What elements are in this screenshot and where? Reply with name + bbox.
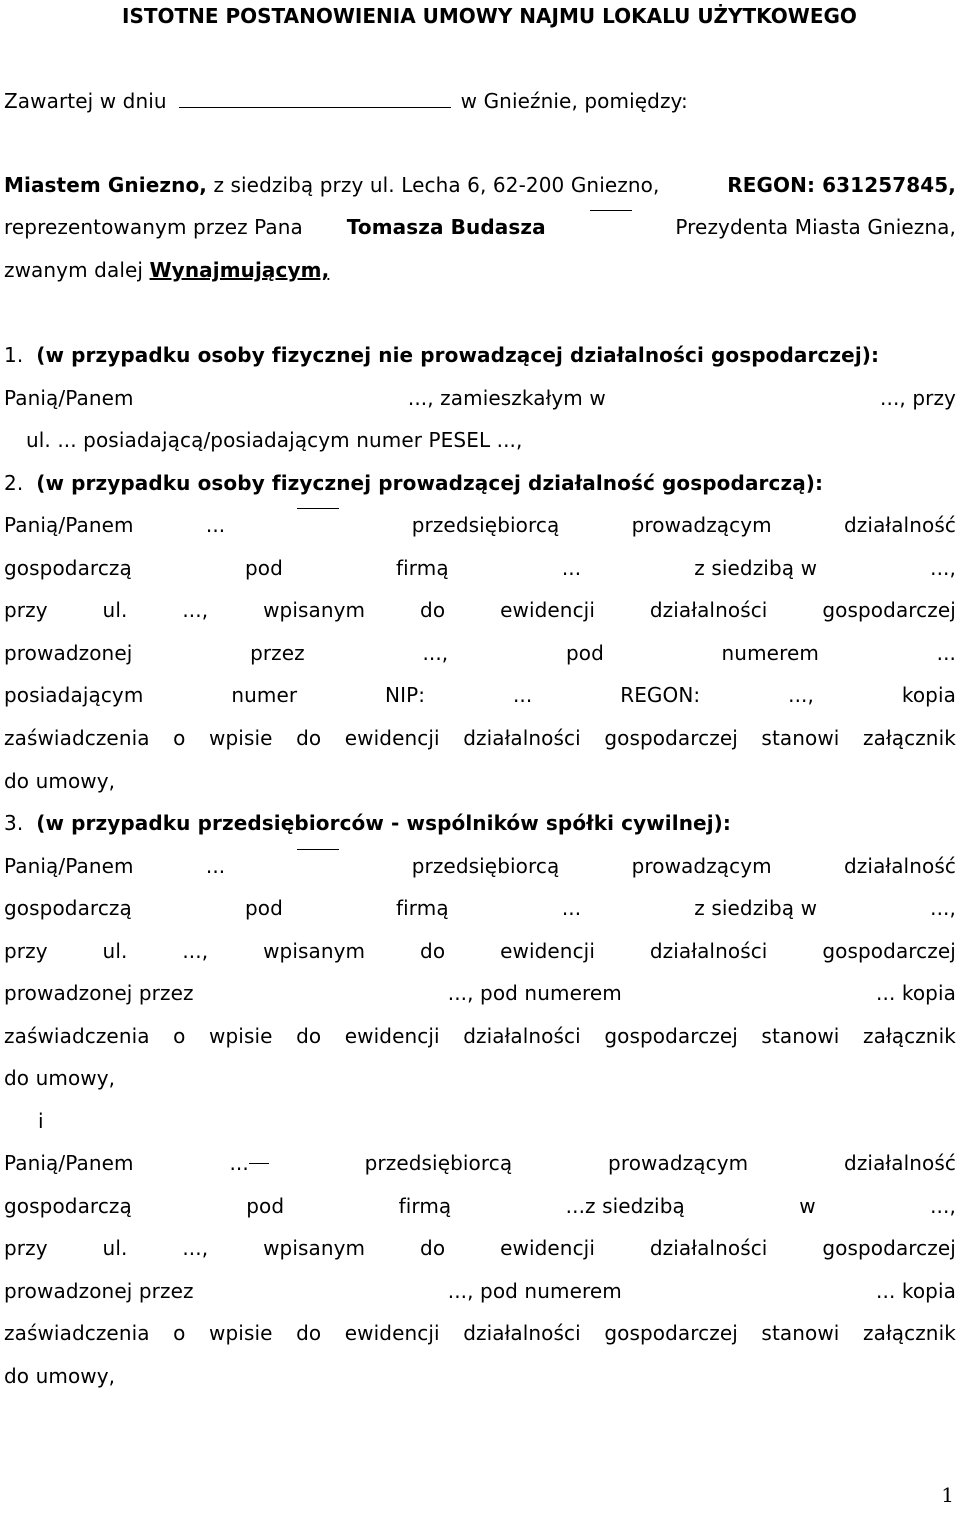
party-line-3 bbox=[4, 255, 956, 285]
section2-number: 2. bbox=[4, 471, 24, 495]
word: pod bbox=[244, 896, 283, 920]
word: ... bbox=[205, 513, 226, 537]
word: działalność bbox=[844, 1151, 956, 1175]
section1-line-2 bbox=[26, 425, 956, 455]
word: zaświadczenia bbox=[4, 1321, 150, 1345]
word: ewidencji bbox=[344, 1024, 440, 1048]
party-rep-name: Tomasza Budasza bbox=[346, 215, 546, 239]
word: do bbox=[296, 1024, 322, 1048]
word: działalności bbox=[649, 1236, 768, 1260]
word: wpisie bbox=[209, 726, 273, 750]
word: przy bbox=[4, 1236, 48, 1260]
word: przedsiębiorcą bbox=[411, 513, 560, 537]
party-regon: REGON: 631257845, bbox=[727, 173, 956, 197]
word: Panią/Panem bbox=[4, 513, 134, 537]
word: REGON: bbox=[620, 683, 701, 707]
section2-closing: do umowy, bbox=[4, 769, 116, 793]
word: do bbox=[420, 939, 446, 963]
word: ... bbox=[561, 896, 582, 920]
word: ... bbox=[205, 854, 226, 878]
word: działalności bbox=[649, 939, 768, 963]
word: stanowi bbox=[761, 726, 840, 750]
word: gospodarczej bbox=[822, 1236, 956, 1260]
word: ..., pod numerem bbox=[447, 1279, 622, 1303]
word: ... kopia bbox=[876, 1279, 956, 1303]
word: ewidencji bbox=[500, 598, 595, 622]
pesel-line: ul. ... posiadającą/posiadającym numer PESEL ..., bbox=[26, 428, 523, 452]
word: ..., bbox=[930, 556, 956, 580]
word: ..., bbox=[788, 683, 814, 707]
word: działalność bbox=[844, 854, 956, 878]
word: do bbox=[296, 1321, 322, 1345]
word: z siedzibą w bbox=[694, 556, 818, 580]
word: ..., pod numerem bbox=[447, 981, 622, 1005]
word: z siedzibą w bbox=[694, 896, 818, 920]
word: Panią/Panem bbox=[4, 386, 134, 410]
word: prowadzonej przez bbox=[4, 981, 194, 1005]
section3b-closing: do umowy, bbox=[4, 1364, 116, 1388]
word: prowadzonej przez bbox=[4, 1279, 194, 1303]
party-rep-text: reprezentowanym przez Pana bbox=[4, 215, 303, 239]
section3b-line-4 bbox=[4, 1276, 956, 1306]
party-name: Miastem Gniezno, bbox=[4, 173, 207, 197]
word: ...z siedzibą bbox=[565, 1194, 685, 1218]
word: działalność bbox=[844, 513, 956, 537]
page-number: 1 bbox=[941, 1483, 954, 1507]
section1-heading-line bbox=[4, 340, 956, 370]
word: ul. bbox=[102, 1236, 128, 1260]
intro-after-blank: w Gnieźnie, pomiędzy: bbox=[460, 89, 688, 113]
word: wpisie bbox=[209, 1321, 273, 1345]
word: ..., bbox=[182, 939, 209, 963]
word: wpisanym bbox=[263, 939, 366, 963]
conjunction: i bbox=[38, 1109, 44, 1133]
section3-heading: (w przypadku przedsiębiorców - wspólników spółki cywilnej): bbox=[36, 811, 731, 835]
word: działalności bbox=[649, 598, 768, 622]
word: ... bbox=[512, 683, 533, 707]
word: do bbox=[420, 1236, 446, 1260]
word: stanowi bbox=[761, 1024, 840, 1048]
dash-separator bbox=[297, 849, 339, 850]
word: firmą bbox=[396, 896, 449, 920]
word: do bbox=[296, 726, 322, 750]
party-called-text: zwanym dalej bbox=[4, 258, 144, 282]
section2-heading-line bbox=[4, 468, 956, 498]
intro-before-blank: Zawartej w dniu bbox=[4, 89, 167, 113]
word: ..., przy bbox=[880, 386, 956, 410]
word: ..., bbox=[422, 641, 449, 665]
word: ... bbox=[561, 556, 582, 580]
word: wpisanym bbox=[263, 598, 366, 622]
word: ..., bbox=[182, 598, 209, 622]
word: ..., zamieszkałym w bbox=[407, 386, 606, 410]
word: ... bbox=[936, 641, 956, 665]
word: gospodarczej bbox=[604, 726, 738, 750]
word: gospodarczą bbox=[4, 1194, 132, 1218]
section3-line-2 bbox=[4, 893, 956, 923]
section2-line-3 bbox=[4, 595, 956, 625]
intro-line bbox=[4, 86, 956, 116]
word: numerem bbox=[721, 641, 819, 665]
word: gospodarczej bbox=[822, 598, 956, 622]
word: przy bbox=[4, 598, 48, 622]
word: przy bbox=[4, 939, 48, 963]
word: o bbox=[173, 1024, 186, 1048]
section2-heading: (w przypadku osoby fizycznej prowadzącej działalność gospodarczą): bbox=[36, 471, 824, 495]
section3-line-4 bbox=[4, 978, 956, 1008]
party-line-1 bbox=[4, 170, 956, 200]
word: zaświadczenia bbox=[4, 726, 150, 750]
word: numer bbox=[231, 683, 298, 707]
word: załącznik bbox=[863, 1024, 956, 1048]
section3b-line-3 bbox=[4, 1233, 956, 1263]
section2-line-1 bbox=[4, 510, 956, 540]
section2-line-4 bbox=[4, 638, 956, 668]
word: załącznik bbox=[863, 726, 956, 750]
word: przedsiębiorcą bbox=[411, 854, 560, 878]
word: działalności bbox=[463, 1321, 581, 1345]
party-rep-role: Prezydenta Miasta Gniezna, bbox=[675, 215, 956, 239]
section3-number: 3. bbox=[4, 811, 24, 835]
word: ..., bbox=[182, 1236, 209, 1260]
word: posiadającym bbox=[4, 683, 144, 707]
word: wpisanym bbox=[263, 1236, 366, 1260]
section3b-line-2 bbox=[4, 1191, 956, 1221]
word: pod bbox=[246, 1194, 285, 1218]
section2-line-6 bbox=[4, 723, 956, 753]
word: ewidencji bbox=[344, 1321, 440, 1345]
section3-line-1 bbox=[4, 851, 956, 881]
section3b-line-5 bbox=[4, 1318, 956, 1348]
word: prowadzącym bbox=[631, 513, 772, 537]
word: gospodarczą bbox=[4, 556, 132, 580]
section1-number: 1. bbox=[4, 343, 24, 367]
word: działalności bbox=[463, 726, 581, 750]
date-blank-line bbox=[179, 107, 451, 108]
document-title: ISTOTNE POSTANOWIENIA UMOWY NAJMU LOKALU UŻYTKOWEGO bbox=[122, 4, 857, 28]
word: gospodarczej bbox=[604, 1321, 738, 1345]
word: ewidencji bbox=[500, 1236, 595, 1260]
section3-line-5 bbox=[4, 1021, 956, 1051]
word: załącznik bbox=[863, 1321, 956, 1345]
section3-heading-line bbox=[4, 808, 956, 838]
word: NIP: bbox=[385, 683, 426, 707]
word: ewidencji bbox=[500, 939, 595, 963]
word: pod bbox=[565, 641, 604, 665]
word: przedsiębiorcą bbox=[364, 1151, 513, 1175]
word: ... bbox=[229, 1151, 249, 1175]
word: gospodarczej bbox=[822, 939, 956, 963]
dash-separator bbox=[590, 210, 632, 211]
word: ul. bbox=[102, 939, 128, 963]
word: prowadzącym bbox=[631, 854, 772, 878]
party-line-2 bbox=[4, 212, 956, 242]
dash-separator bbox=[297, 508, 339, 509]
section3-closing: do umowy, bbox=[4, 1066, 116, 1090]
word: prowadzonej bbox=[4, 641, 133, 665]
word: gospodarczej bbox=[604, 1024, 738, 1048]
word: o bbox=[173, 726, 186, 750]
party-called-name: Wynajmującym, bbox=[149, 258, 330, 282]
word: Panią/Panem bbox=[4, 854, 134, 878]
word: ... kopia bbox=[876, 981, 956, 1005]
section2-line-5 bbox=[4, 680, 956, 710]
word: stanowi bbox=[761, 1321, 840, 1345]
word: Panią/Panem bbox=[4, 1151, 134, 1175]
word: gospodarczą bbox=[4, 896, 132, 920]
section2-line-2 bbox=[4, 553, 956, 583]
word: zaświadczenia bbox=[4, 1024, 150, 1048]
word: firmą bbox=[398, 1194, 452, 1218]
dash-separator bbox=[249, 1163, 269, 1164]
word: działalności bbox=[463, 1024, 581, 1048]
word: ul. bbox=[102, 598, 128, 622]
section3b-line-1 bbox=[4, 1148, 956, 1178]
section3-line-3 bbox=[4, 936, 956, 966]
word: wpisie bbox=[209, 1024, 273, 1048]
section1-line-1 bbox=[4, 383, 956, 413]
word: ..., bbox=[930, 1194, 956, 1218]
word: do bbox=[420, 598, 446, 622]
word: ..., bbox=[930, 896, 956, 920]
section1-heading: (w przypadku osoby fizycznej nie prowadzącej działalności gospodarczej): bbox=[36, 343, 880, 367]
word: firmą bbox=[396, 556, 449, 580]
word: w bbox=[799, 1194, 816, 1218]
word: prowadzącym bbox=[608, 1151, 749, 1175]
word: przez bbox=[250, 641, 305, 665]
word: o bbox=[173, 1321, 186, 1345]
word: kopia bbox=[901, 683, 956, 707]
party-seat: z siedzibą przy ul. Lecha 6, 62-200 Gniezno, bbox=[213, 173, 660, 197]
word: ewidencji bbox=[344, 726, 440, 750]
word: pod bbox=[244, 556, 283, 580]
